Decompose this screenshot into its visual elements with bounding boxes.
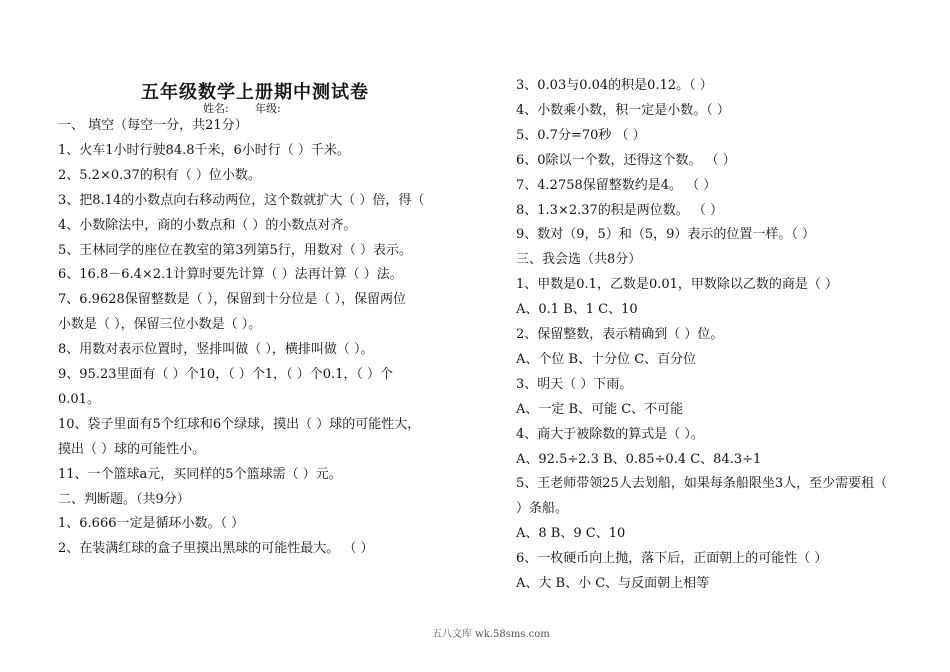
right-line: 4、小数乘小数，积一定是小数。（ ）	[516, 102, 730, 118]
left-line: 一、 填空（每空一分，共21分）	[58, 118, 248, 133]
left-line: 摸出（ ）球的可能性小。	[58, 441, 206, 457]
name-label: 姓名:	[203, 102, 229, 115]
left-line: 11、一个篮球a元，买同样的5个篮球需（ ）元。	[58, 466, 342, 482]
right-line: 2、保留整数，表示精确到（ ）位。	[516, 327, 724, 342]
grade-label: 年级:	[255, 102, 281, 115]
right-line: A、92.5÷2.3 B、0.85÷0.4 C、84.3÷1	[516, 451, 762, 467]
left-line: 5、王林同学的座位在教室的第3列第5行，用数对（ ）表示。	[58, 242, 412, 258]
left-line: 2、5.2×0.37的积有（ ）位小数。	[58, 167, 261, 183]
right-line: 7、4.2758保留整数约是4。 （ ）	[516, 177, 717, 193]
left-line: 8、用数对表示位置时，竖排叫做（ ），横排叫做（ ）。	[58, 342, 374, 358]
right-line: 5、0.7分=70秒 （ ）	[516, 127, 646, 143]
right-line: 5、王老师带领25人去划船，如果每条船限坐3人，至少需要租（	[516, 476, 888, 492]
exam-title: 五年级数学上册期中测试卷	[141, 82, 369, 103]
footer-watermark: 五八文库 wk.58sms.com	[432, 629, 550, 640]
right-line: 8、1.3×2.37的积是两位数。 （ ）	[516, 202, 724, 218]
right-line: A、一定 B、可能 C、不可能	[516, 401, 684, 417]
right-line: 9、数对（9，5）和（5，9）表示的位置一样。（ ）	[516, 227, 815, 243]
right-line: A、0.1 B、1 C、10	[516, 302, 638, 318]
right-line: 4、商大于被除数的算式是（ ）。	[516, 426, 704, 442]
right-line: A、个位 B、十分位 C、百分位	[516, 351, 697, 367]
left-line: 小数是（ ），保留三位小数是（ ）。	[58, 317, 262, 333]
left-line: 3、把8.14的小数点向右移动两位，这个数就扩大（ ）倍，得（	[58, 192, 425, 208]
left-line: 0.01。	[58, 391, 100, 407]
right-line: 6、一枚硬币向上抛，落下后，正面朝上的可能性（ ）	[516, 551, 828, 567]
right-line: 3、0.03与0.04的积是0.12。（ ）	[516, 78, 713, 93]
left-line: 6、16.8－6.4×2.1计算时要先计算（ ）法再计算（ ）法。	[58, 267, 403, 283]
left-line: 9、95.23里面有（ ）个10，（ ）个1，（ ）个0.1，（ ）个	[58, 367, 394, 382]
right-line: A、大 B、小 C、与反面朝上相等	[516, 576, 710, 591]
left-line: 7、6.9628保留整数是（ ），保留到十分位是（ ），保留两位	[58, 292, 407, 308]
right-line: 3、明天（ ）下雨。	[516, 376, 633, 392]
right-line: ）条船。	[516, 501, 569, 517]
left-line: 2、在装满红球的盒子里摸出黑球的可能性最大。 （ ）	[58, 541, 374, 557]
right-line: 1、甲数是0.1，乙数是0.01，甲数除以乙数的商是（ ）	[516, 277, 839, 293]
left-line: 4、小数除法中，商的小数点和（ ）的小数点对齐。	[58, 217, 357, 233]
left-line: 二、判断题。（共9分）	[58, 491, 190, 507]
right-line: A、8 B、9 C、10	[516, 526, 626, 542]
right-line: 6、0除以一个数，还得这个数。 （ ）	[516, 152, 736, 168]
left-line: 10、袋子里面有5个红球和6个绿球，摸出（ ）球的可能性大，	[58, 416, 421, 432]
left-line: 1、火车1小时行驶84.8千米，6小时行（ ）千米。	[58, 142, 350, 158]
left-line: 1、6.666一定是循环小数。（ ）	[58, 516, 245, 532]
right-line: 三、我会选（共8分）	[516, 252, 642, 268]
